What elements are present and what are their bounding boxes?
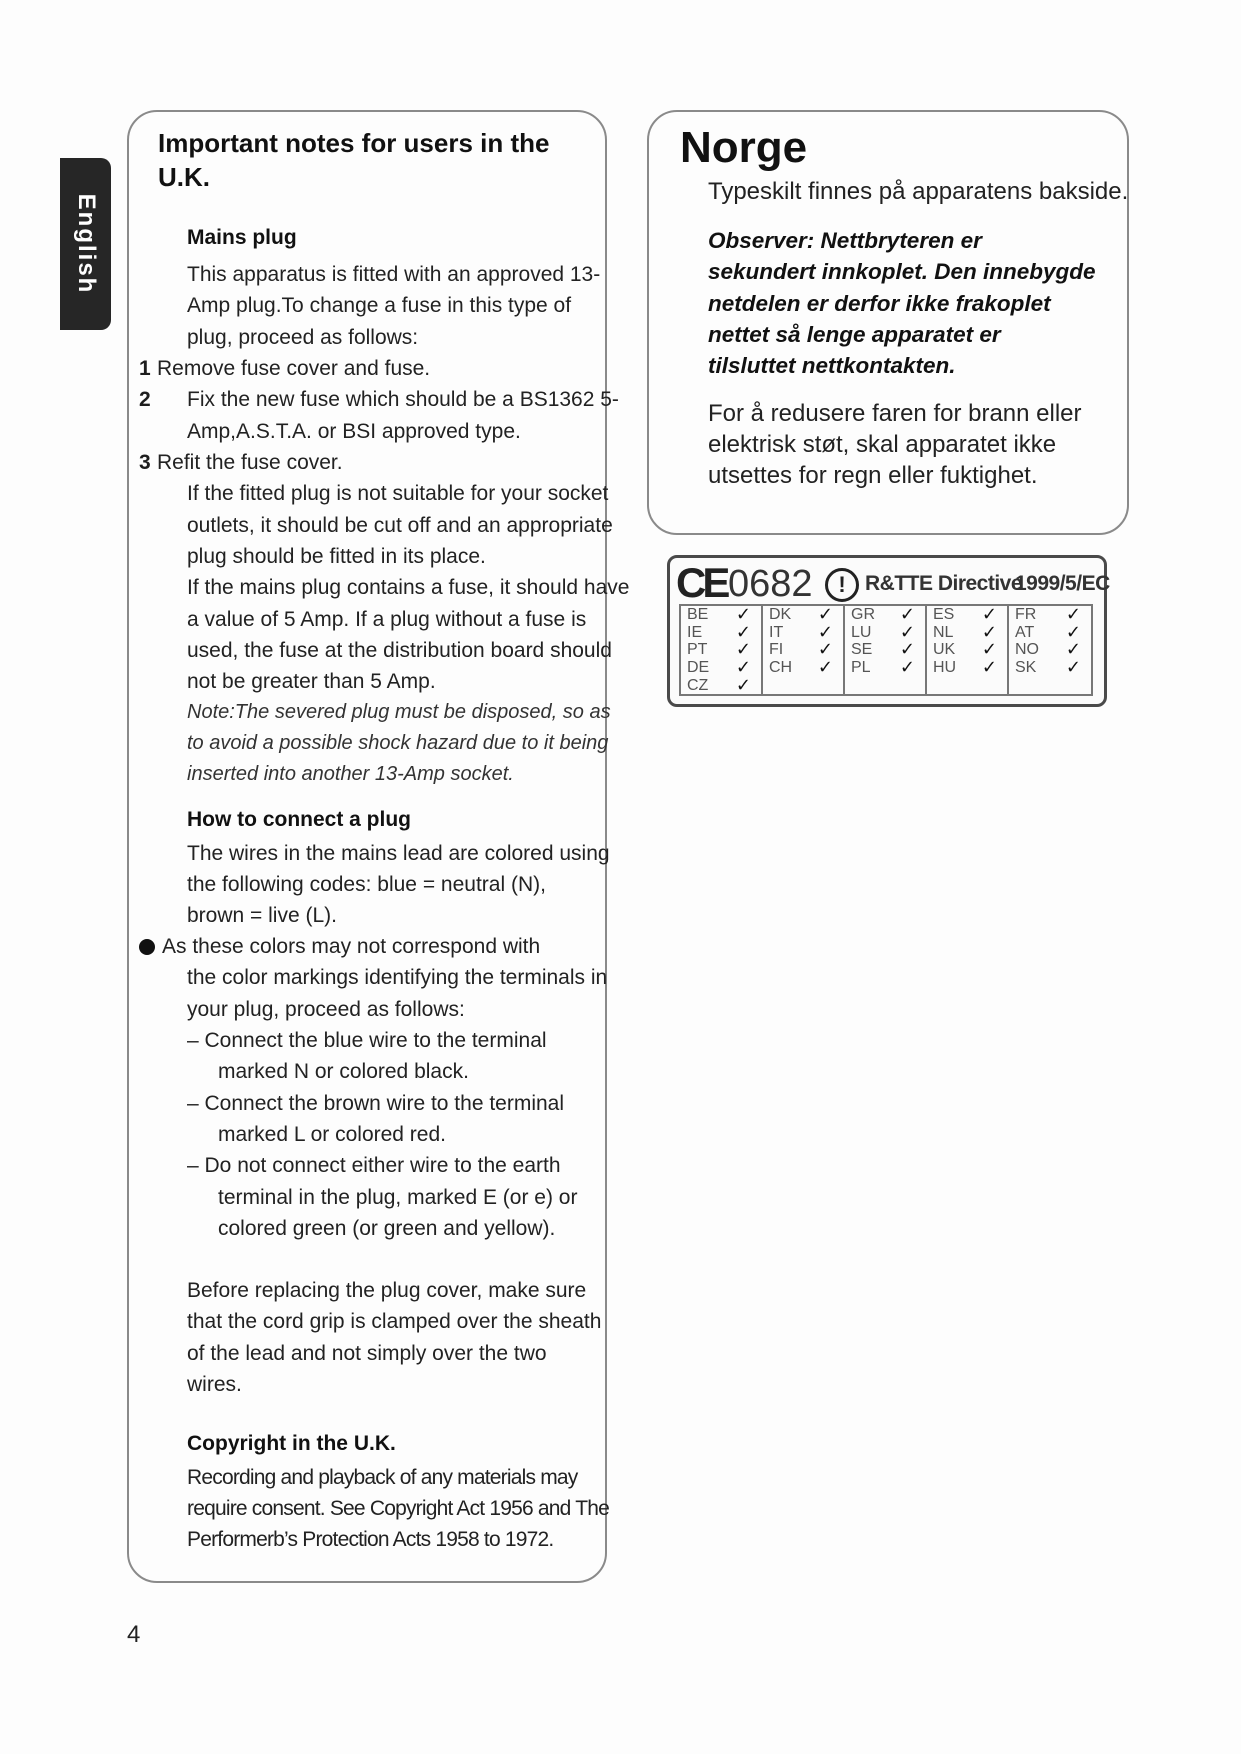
country-cell xyxy=(681,676,763,694)
earth-wire-line-2: terminal in the plug, marked E (or e) or xyxy=(218,1186,578,1209)
check-icon: ✓ xyxy=(899,639,915,660)
ce-mark-icon: CE xyxy=(676,559,727,606)
earth-wire-line-1: – Do not connect either wire to the earth xyxy=(187,1154,561,1177)
check-icon: ✓ xyxy=(735,674,751,695)
country-cell xyxy=(763,606,845,624)
country-code: IE xyxy=(687,623,703,641)
fuse-value-text-4: not be greater than 5 Amp. xyxy=(187,670,436,693)
brown-wire-line-2: marked L or colored red. xyxy=(218,1123,446,1146)
norge-warning-3: utsettes for regn eller fuktighet. xyxy=(708,462,1038,489)
country-cell xyxy=(845,676,927,694)
country-code: BE xyxy=(687,606,709,624)
country-code: DE xyxy=(687,659,710,677)
language-tab xyxy=(60,158,111,330)
check-icon: ✓ xyxy=(735,639,751,660)
closing-text-1: Before replacing the plug cover, make sure xyxy=(187,1279,587,1302)
connect-intro-3: brown = live (L). xyxy=(187,904,337,927)
country-cell xyxy=(927,659,1009,677)
closing-text-4: wires. xyxy=(187,1373,242,1396)
ce-compliance-label xyxy=(667,555,1110,707)
step-3-number: 3 xyxy=(139,451,151,474)
check-icon: ✓ xyxy=(817,657,833,678)
copyright-text-2: require consent. See Copyright Act 1956 and The xyxy=(187,1497,609,1520)
country-code: FI xyxy=(769,641,784,659)
country-cell xyxy=(1009,659,1091,677)
country-cell xyxy=(927,606,1009,624)
check-icon: ✓ xyxy=(899,621,915,642)
step-1-number: 1 xyxy=(139,357,151,380)
language-tab-label: English xyxy=(72,193,100,295)
check-icon: ✓ xyxy=(817,639,833,660)
colors-bullet-line-2: the color markings identifying the terminals in xyxy=(187,966,608,989)
connect-intro-2: the following codes: blue = neutral (N), xyxy=(187,873,546,896)
country-cell xyxy=(845,606,927,624)
check-icon: ✓ xyxy=(981,639,997,660)
country-cell xyxy=(845,659,927,677)
check-icon: ✓ xyxy=(817,621,833,642)
country-cell xyxy=(927,676,1009,694)
step-2-text-1: Fix the new fuse which should be a BS1362 5- xyxy=(187,388,619,411)
fuse-value-text-3: used, the fuse at the distribution board should xyxy=(187,639,612,662)
earth-wire-line-3: colored green (or green and yellow). xyxy=(218,1217,556,1240)
country-code: PT xyxy=(687,641,708,659)
country-code: PL xyxy=(851,659,871,677)
country-code: HU xyxy=(933,659,957,677)
country-code: GR xyxy=(851,606,875,624)
notified-body-number: 0682 xyxy=(728,563,813,605)
colors-bullet-line-1: As these colors may not correspond with xyxy=(162,935,541,958)
fitted-plug-text-2: outlets, it should be cut off and an appropriate xyxy=(187,514,613,537)
country-code: UK xyxy=(933,641,956,659)
check-icon: ✓ xyxy=(981,621,997,642)
check-icon: ✓ xyxy=(899,604,915,625)
step-1-text: Remove fuse cover and fuse. xyxy=(157,357,431,380)
check-icon: ✓ xyxy=(817,604,833,625)
fitted-plug-text-1: If the fitted plug is not suitable for your socket xyxy=(187,482,609,505)
severed-plug-note-1: Note:The severed plug must be disposed, so as xyxy=(187,701,611,723)
norge-title: Norge xyxy=(680,123,808,172)
check-icon: ✓ xyxy=(1065,639,1081,660)
check-icon: ✓ xyxy=(1065,604,1081,625)
norge-warning-1: For å redusere faren for brann eller xyxy=(708,400,1082,427)
observer-text-5: tilsluttet nettkontakten. xyxy=(708,353,956,378)
norge-type-plate-text: Typeskilt finnes på apparatens bakside. xyxy=(708,178,1129,205)
country-code: SE xyxy=(851,641,873,659)
country-code: NL xyxy=(933,623,954,641)
country-code: AT xyxy=(1015,623,1035,641)
mains-plug-intro-3: plug, proceed as follows: xyxy=(187,326,419,349)
country-code: DK xyxy=(769,606,792,624)
check-icon: ✓ xyxy=(1065,657,1081,678)
copyright-text-3: Performerb’s Protection Acts 1958 to 1972. xyxy=(187,1528,554,1551)
page-number: 4 xyxy=(127,1621,141,1648)
observer-text-4: nettet så lenge apparatet er xyxy=(708,322,1001,347)
alert-icon: ! xyxy=(825,568,859,602)
uk-notes-title-line2: U.K. xyxy=(158,162,210,192)
country-cell xyxy=(681,659,763,677)
check-icon: ✓ xyxy=(1065,621,1081,642)
bullet-icon xyxy=(139,939,155,955)
country-cell xyxy=(1009,606,1091,624)
fuse-value-text-1: If the mains plug contains a fuse, it should have xyxy=(187,576,630,599)
closing-text-2: that the cord grip is clamped over the sheath xyxy=(187,1310,602,1333)
country-code: ES xyxy=(933,606,955,624)
step-3-text: Refit the fuse cover. xyxy=(157,451,343,474)
directive-number: 1999/5/EC xyxy=(1015,572,1110,595)
country-code: IT xyxy=(769,623,784,641)
country-code: CZ xyxy=(687,676,709,694)
severed-plug-note-3: inserted into another 13-Amp socket. xyxy=(187,763,514,785)
mains-plug-heading: Mains plug xyxy=(187,226,297,249)
check-icon: ✓ xyxy=(981,657,997,678)
norge-warning-2: elektrisk støt, skal apparatet ikke xyxy=(708,431,1057,458)
country-cell xyxy=(1009,676,1091,694)
observer-text-3: netdelen er derfor ikke frakoplet xyxy=(708,291,1051,316)
check-icon: ✓ xyxy=(735,621,751,642)
blue-wire-line-2: marked N or colored black. xyxy=(218,1060,469,1083)
step-2-number: 2 xyxy=(139,388,151,411)
connect-plug-heading: How to connect a plug xyxy=(187,808,411,831)
country-code: CH xyxy=(769,659,793,677)
country-cell xyxy=(763,676,845,694)
observer-text-2: sekundert innkoplet. Den innebygde xyxy=(708,259,1096,284)
check-icon: ✓ xyxy=(981,604,997,625)
severed-plug-note-2: to avoid a possible shock hazard due to it being xyxy=(187,732,609,754)
connect-intro-1: The wires in the mains lead are colored using xyxy=(187,842,610,865)
check-icon: ✓ xyxy=(899,657,915,678)
country-code: NO xyxy=(1015,641,1039,659)
uk-notes-title-line1: Important notes for users in the xyxy=(158,128,550,158)
country-code: SK xyxy=(1015,659,1037,677)
copyright-text-1: Recording and playback of any materials may xyxy=(187,1466,578,1489)
country-code: LU xyxy=(851,623,872,641)
fitted-plug-text-3: plug should be fitted in its place. xyxy=(187,545,486,568)
step-2-text-2: Amp,A.S.T.A. or BSI approved type. xyxy=(187,420,521,443)
colors-bullet-line-3: your plug, proceed as follows: xyxy=(187,998,465,1021)
copyright-heading: Copyright in the U.K. xyxy=(187,1432,396,1455)
observer-text-1: Observer: Nettbryteren er xyxy=(708,228,982,253)
blue-wire-line-1: – Connect the blue wire to the terminal xyxy=(187,1029,547,1052)
country-cell xyxy=(763,659,845,677)
closing-text-3: of the lead and not simply over the two xyxy=(187,1342,547,1365)
directive-name: R&TTE Directive xyxy=(865,572,1023,595)
check-icon: ✓ xyxy=(735,657,751,678)
mains-plug-intro-1: This apparatus is fitted with an approved 13- xyxy=(187,263,601,286)
mains-plug-intro-2: Amp plug.To change a fuse in this type of xyxy=(187,294,572,317)
check-icon: ✓ xyxy=(735,604,751,625)
fuse-value-text-2: a value of 5 Amp. If a plug without a fuse is xyxy=(187,608,587,631)
country-code: FR xyxy=(1015,606,1037,624)
country-cell xyxy=(681,606,763,624)
brown-wire-line-1: – Connect the brown wire to the terminal xyxy=(187,1092,565,1115)
country-grid xyxy=(679,604,1093,696)
